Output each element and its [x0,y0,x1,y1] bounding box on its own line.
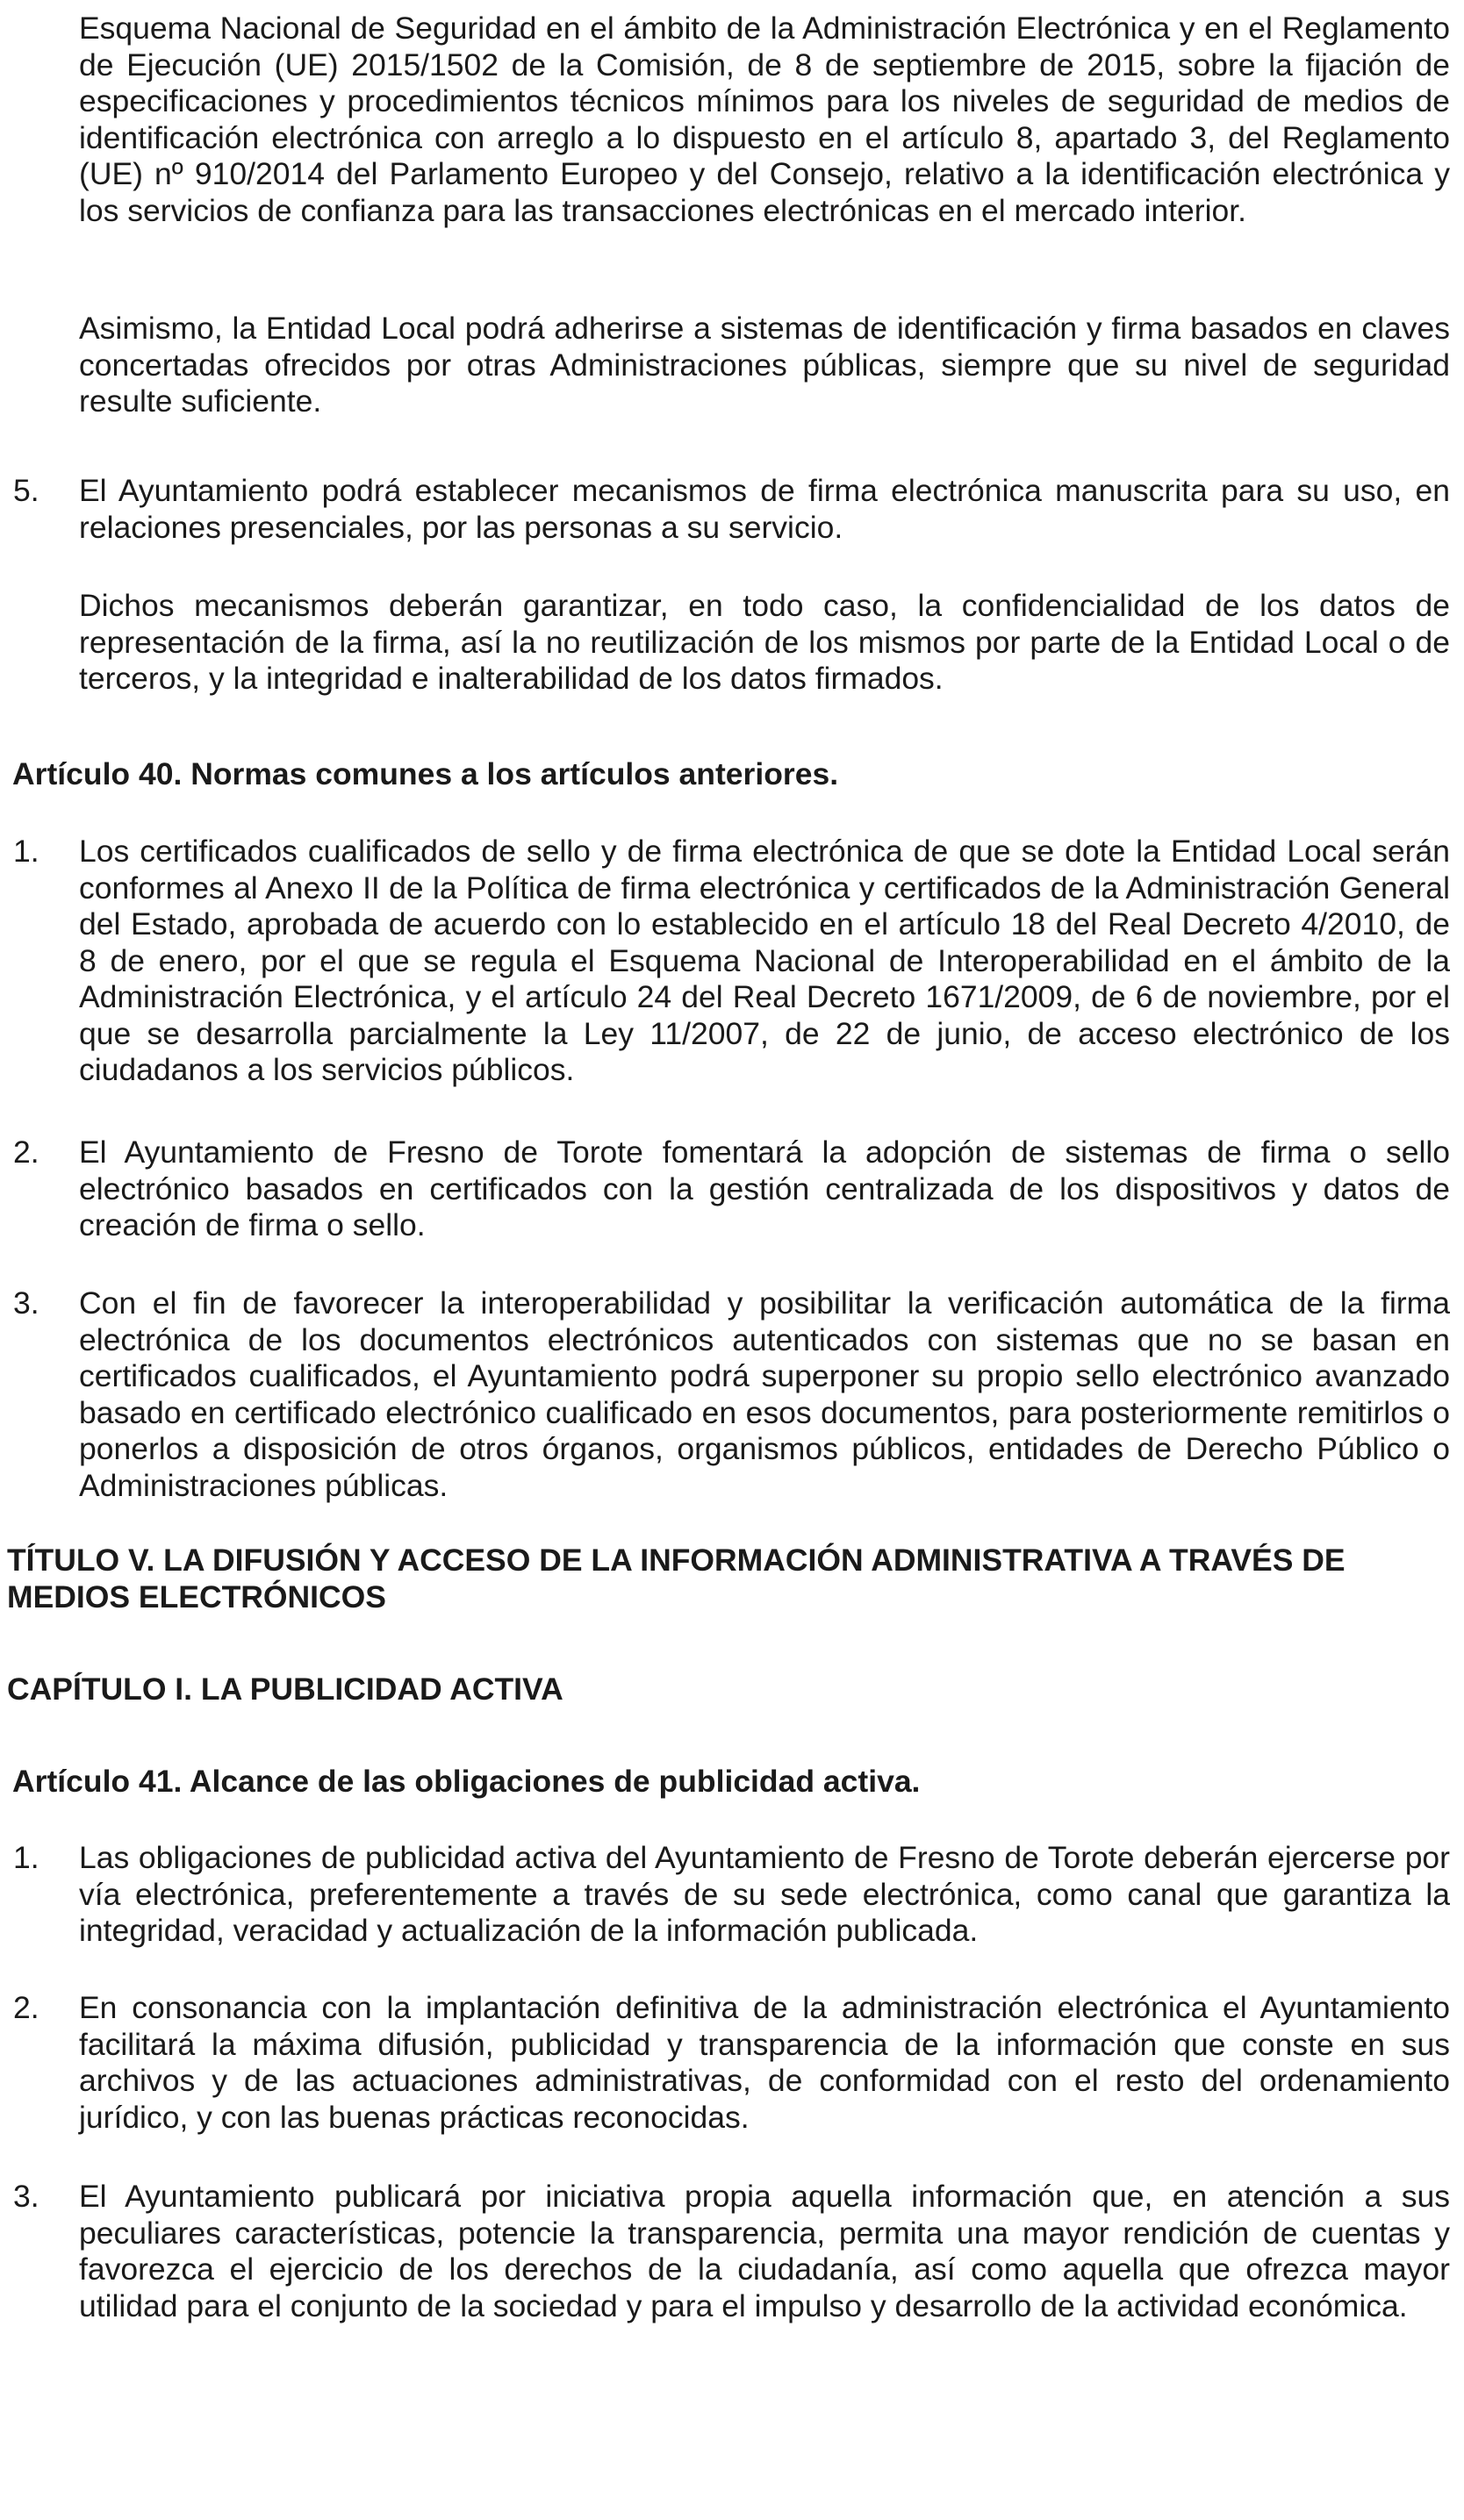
list-item-number: 5. [13,473,39,508]
article-40-item-1 [13,834,1450,1089]
article-40-item-2 [13,1135,1450,1244]
titulo-v-heading-line-1: TÍTULO V. LA DIFUSIÓN Y ACCESO DE LA INFORMACIÓN ADMINISTRATIVA A TRAVÉS DE [7,1543,1346,1578]
article-41-item-1 [13,1840,1450,1950]
article-40-title: Artículo 40. Normas comunes a los artículos anteriores. [12,756,839,791]
list-item-text: El Ayuntamiento de Fresno de Torote fomentará la adopción de sistemas de firma o sello electrónico basados en certificados con la gestión centralizada de los dispositivos y datos de creación de firma o sello. [79,1135,1450,1242]
list-item-text: Los certificados cualificados de sello y de firma electrónica de que se dote la Entidad Local serán conformes al Anexo II de la Política de firma electrónica y certificados de la Administración General del Estado, aprobada de acuerdo con lo establecido en el artículo 18 del Real Decreto 4/2010, de 8 de enero, por el que se regula el Esquema Nacional de Interoperabilidad en el ámbito de la Administración Electrónica, y el artículo 24 del Real Decreto 1671/2009, de 6 de noviembre, por el que se desarrolla parcialmente la Ley 11/2007, de 22 de junio, de acceso electrónico de los ciudadanos a los servicios públicos. [79,834,1450,1087]
intro-paragraph-1: Esquema Nacional de Seguridad en el ámbito de la Administración Electrónica y en el Reglamento de Ejecución (UE) 2015/1502 de la Comisión, de 8 de septiembre de 2015, sobre la fijación de especificaciones y procedimientos técnicos mínimos para los niveles de seguridad de medios de identificación electrónica con arreglo a lo dispuesto en el artículo 8, apartado 3, del Reglamento (UE) nº 910/2014 del Parlamento Europeo y del Consejo, relativo a la identificación electrónica y los servicios de confianza para las transacciones electrónicas en el mercado interior. [79,11,1450,228]
list-item-text: Con el fin de favorecer la interoperabilidad y posibilitar la verificación automática de la firma electrónica de los documentos electrónicos autenticados con sistemas que no se basan en certificados cualificados, el Ayuntamiento podrá superponer su propio sello electrónico avanzado basado en certificado electrónico cualificado en esos documentos, para posteriormente remitirlos o ponerlos a disposición de otros órganos, organismos públicos, entidades de Derecho Público o Administraciones públicas. [79,1285,1450,1503]
list-item-text: Las obligaciones de publicidad activa del Ayuntamiento de Fresno de Torote deberán ejercerse por vía electrónica, preferentemente a través de su sede electrónica, como canal que garantiza la integridad, veracidad y actualización de la información publicada. [79,1840,1450,1948]
list-item-number: 1. [13,1840,39,1875]
list-item-5 [13,473,1450,546]
article-40-item-3 [13,1285,1450,1504]
article-41-title: Artículo 41. Alcance de las obligaciones de publicidad activa. [12,1764,921,1799]
list-item-text: El Ayuntamiento podrá establecer mecanismos de firma electrónica manuscrita para su uso, en relaciones presenciales, por las personas a su servicio. [79,473,1450,545]
list-item-number: 3. [13,2179,39,2214]
list-item-number: 1. [13,834,39,869]
list-item-number: 2. [13,1135,39,1170]
capitulo-i-heading: CAPÍTULO I. LA PUBLICIDAD ACTIVA [7,1672,563,1707]
intro-paragraph-2: Asimismo, la Entidad Local podrá adherirse a sistemas de identificación y firma basados en claves concertadas ofrecidos por otras Administraciones públicas, siempre que su nivel de seguridad resulte suficiente. [79,311,1450,419]
article-41-item-3 [13,2179,1450,2324]
article-41-item-2 [13,1990,1450,2136]
list-item-text: En consonancia con la implantación definitiva de la administración electrónica el Ayuntamiento facilitará la máxima difusión, publicidad y transparencia de la información que conste en sus archivos y de las actuaciones administrativas, de conformidad con el resto del ordenamiento jurídico, y con las buenas prácticas reconocidas. [79,1990,1450,2135]
list-item-number: 3. [13,1285,39,1321]
list-item-5-paragraph-2: Dichos mecanismos deberán garantizar, en todo caso, la confidencialidad de los datos de representación de la firma, así la no reutilización de los mismos por parte de la Entidad Local o de terceros, y la integridad e inalterabilidad de los datos firmados. [79,588,1450,696]
titulo-v-heading-line-2: MEDIOS ELECTRÓNICOS [7,1579,386,1614]
list-item-number: 2. [13,1990,39,2025]
list-item-text: El Ayuntamiento publicará por iniciativa propia aquella información que, en atención a sus peculiares características, potencie la transparencia, permita una mayor rendición de cuentas y favorezca el ejercicio de los derechos de la ciudadanía, así como aquella que ofrezca mayor utilidad para el conjunto de la sociedad y para el impulso y desarrollo de la actividad económica. [79,2179,1450,2323]
